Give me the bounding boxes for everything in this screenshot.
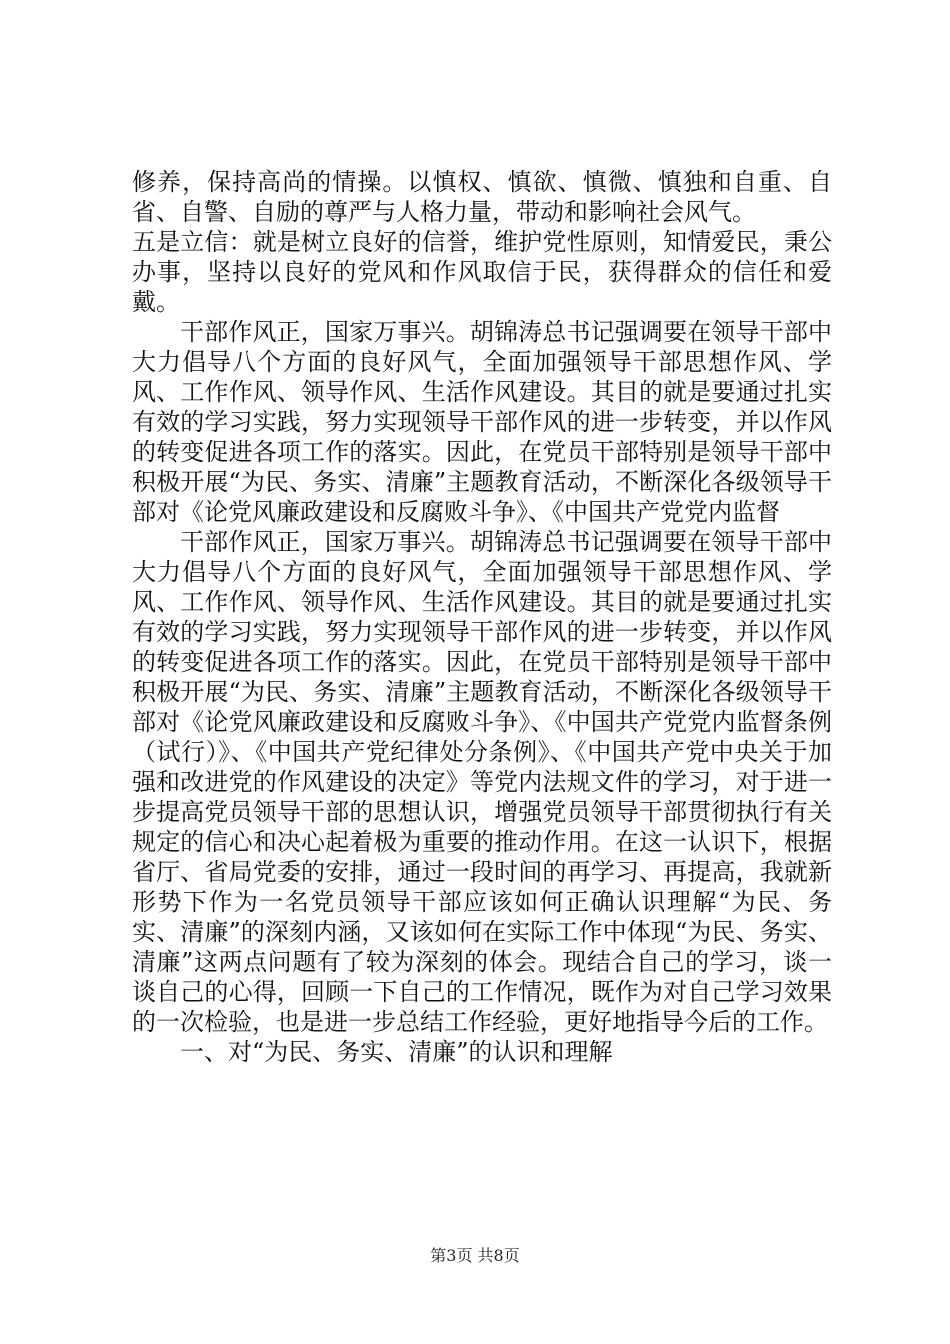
paragraph-4: 干部作风正，国家万事兴。胡锦涛总书记强调要在领导干部中大力倡导八个方面的良好风气，全面加强领导干部思想作风、学风、工作作风、领导作风、生活作风建设。其目的就是要通过扎实有效的学习实践，努力实现领导干部作风的进一步转变，并以作风的转变促进各项工作的落实。因此，在党员干部特别是领导干部中积极开展“为民、务实、清廉”主题教育活动，不断深化各级领导干部对《论党风廉政建设和反腐败斗争》、《中国共产党党内监督条例（试行）》、《中国共产党纪律处分条例》、《中国共产党中央关于加强和改进党的作风建设的决定》等党内法规文件的学习，对于进一步提高党员领导干部的思想认识，增强党员领导干部贯彻执行有关规定的信心和决心起着极为重要的推动作用。在这一认识下，根据省厅、省局党委的安排，通过一段时间的再学习、再提高，我就新形势下作为一名党员领导干部应该如何正确认识理解“为民、务实、清廉”的深刻内涵，又该如何在实际工作中体现“为民、务实、清廉”这两点问题有了较为深刻的体会。现结合自己的学习，谈一谈自己的心得，回顾一下自己的工作情况，既作为对自己学习效果的一次检验，也是进一步总结工作经验，更好地指导今后的工作。 bbox=[132, 528, 832, 1036]
page-footer: 第3页 共8页 bbox=[430, 1246, 520, 1265]
paragraph-1: 修养，保持高尚的情操。以慎权、慎欲、慎微、慎独和自重、自省、自警、自励的尊严与人格力量，带动和影响社会风气。 bbox=[132, 168, 832, 226]
document-body bbox=[132, 167, 832, 1067]
paragraph-2: 五是立信：就是树立良好的信誉，维护党性原则，知情爱民，秉公办事，坚持以良好的党风和作风取信于民，获得群众的信任和爱戴。 bbox=[132, 228, 832, 316]
section-heading: 一、对“为民、务实、清廉”的认识和理解 bbox=[180, 1038, 613, 1066]
paragraph-3: 干部作风正，国家万事兴。胡锦涛总书记强调要在领导干部中大力倡导八个方面的良好风气，全面加强领导干部思想作风、学风、工作作风、领导作风、生活作风建设。其目的就是要通过扎实有效的学习实践，努力实现领导干部作风的进一步转变，并以作风的转变促进各项工作的落实。因此，在党员干部特别是领导干部中积极开展“为民、务实、清廉”主题教育活动，不断深化各级领导干部对《论党风廉政建设和反腐败斗争》、《中国共产党党内监督 bbox=[132, 318, 832, 526]
